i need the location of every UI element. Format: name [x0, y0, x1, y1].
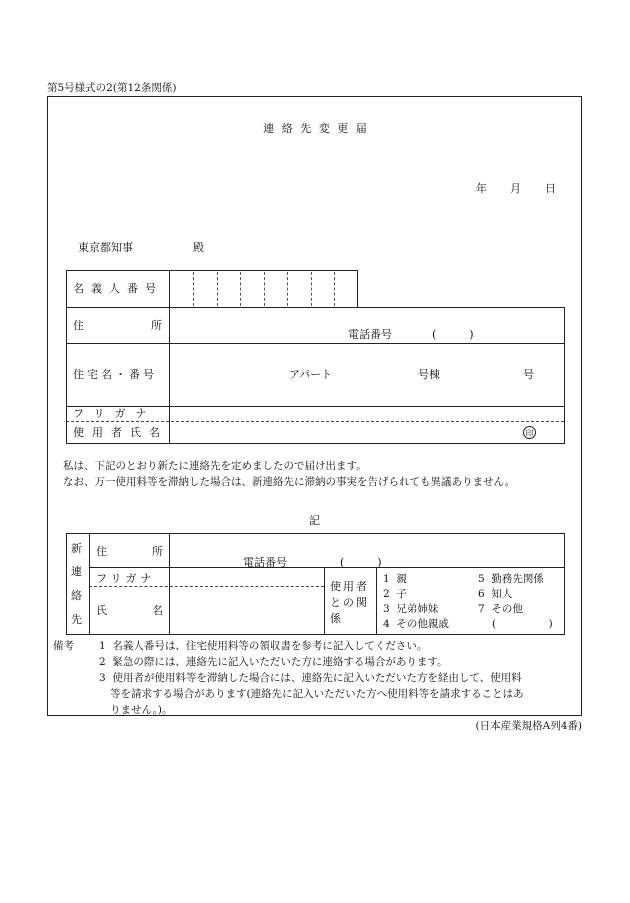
date-day: 日 — [545, 182, 556, 195]
new-phone-label: 電話番号 — [243, 556, 287, 569]
note-3: 3 使用者が使用料等を滞納した場合には、連絡先に記入いただいた方を経由して、使用料 — [99, 672, 522, 684]
new-address-label-2: 所 — [152, 545, 163, 558]
notes-label: 備考 — [53, 640, 74, 652]
new-furigana-label: フリガナ — [96, 572, 156, 585]
new-contact-label-2: 連 — [71, 565, 82, 578]
addressee: 東京都知事 — [78, 241, 133, 254]
address-label-2: 所 — [151, 319, 162, 332]
honorific: 殿 — [193, 241, 204, 254]
furigana-label: フリガナ — [73, 407, 157, 420]
new-address-label-1: 住 — [96, 545, 107, 558]
note-3-continued-1: 等を請求する場合があります(連絡先に記入いただいた方へ使用料等を請求することはあ — [110, 688, 524, 700]
relation-label-1: 使用者 — [330, 580, 369, 593]
new-name-label-2: 名 — [152, 604, 163, 617]
user-name-label: 使用者氏名 — [73, 426, 168, 439]
relation-option-2: 2 子 — [383, 588, 407, 600]
nominee-number-label: 名義人番号 — [73, 282, 163, 295]
new-contact-label-4: 先 — [71, 613, 82, 626]
phone-paren: ( ) — [432, 328, 474, 341]
relation-label-3: 係 — [330, 612, 341, 625]
relation-label-2: との関 — [330, 596, 369, 609]
address-label-1: 住 — [73, 319, 84, 332]
relation-option-7: 7 その他 — [478, 603, 523, 615]
footer-standard: (日本産業規格A列4番) — [475, 720, 582, 732]
statement-line-1: 私は、下記のとおり新たに連絡先を定めましたので届け出ます。 — [63, 460, 367, 472]
new-phone-paren: ( ) — [340, 556, 382, 569]
statement-line-2: なお、万一使用料等を滞納した場合は、新連絡先に滞納の事実を告げられても異議ありません。 — [63, 476, 516, 488]
relation-option-4: 4 その他親戚 — [383, 618, 449, 630]
housing-label: 住宅名・番号 — [73, 368, 157, 381]
relation-option-other-paren: ( ) — [492, 618, 553, 630]
relation-option-3: 3 兄弟姉妹 — [383, 603, 439, 615]
new-contact-label-1: 新 — [71, 542, 82, 555]
note-3-continued-2: りません。)。 — [110, 704, 173, 716]
phone-label: 電話番号 — [348, 328, 392, 341]
note-1: 1 名義人番号は、住宅使用料等の領収書を参考に記入してください。 — [99, 640, 428, 652]
relation-option-1: 1 親 — [383, 573, 407, 585]
note-2: 2 緊急の際には、連絡先に記入いただいた方に連絡する場合があります。 — [99, 656, 448, 668]
record-label: 記 — [309, 514, 320, 527]
date-year: 年 — [476, 182, 487, 195]
seal-mark: 印 — [523, 426, 536, 439]
form-number: 第5号様式の2(第12条関係) — [47, 82, 177, 94]
relation-option-5: 5 勤務先関係 — [478, 573, 544, 585]
new-name-label-1: 氏 — [96, 604, 107, 617]
apartment-label: アパート — [289, 368, 333, 381]
page-title: 連 絡 先 変 更 届 — [263, 122, 367, 135]
room-label: 号 — [523, 368, 534, 381]
building-label: 号棟 — [418, 368, 440, 381]
relation-option-6: 6 知人 — [478, 588, 513, 600]
new-contact-label-3: 絡 — [71, 589, 82, 602]
date-month: 月 — [510, 182, 521, 195]
